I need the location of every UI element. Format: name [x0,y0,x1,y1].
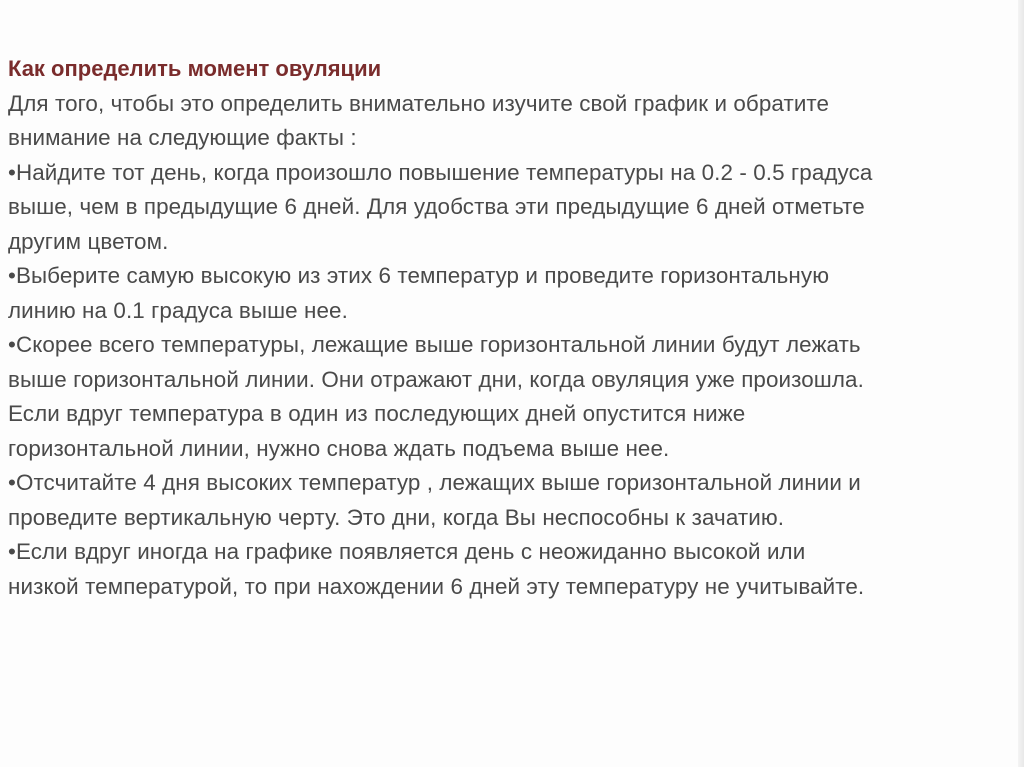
text-line: выше, чем в предыдущие 6 дней. Для удобства эти предыдущие 6 дней отметьте [8,194,865,219]
text-line: линию на 0.1 градуса выше нее. [8,297,348,323]
bullet-line: •Скорее всего температуры, лежащие выше горизонтальной линии будут лежать [8,332,861,357]
slide-body [8,87,1008,605]
bullet-line: •Если вдруг иногда на графике появляется день с неожиданно высокой или [8,539,806,564]
slide-title: Как определить момент овуляции [8,56,382,81]
text-line: другим цветом. [8,228,169,254]
slide-edge [1018,0,1024,767]
text-line: Для того, чтобы это определить внимательно изучите свой график и обратите [8,90,830,116]
text-line: горизонтальной линии, нужно снова ждать подъема выше нее. [8,435,670,461]
text-line: Если вдруг температура в один из последующих дней опустится ниже [8,401,746,426]
text-line: низкой температурой, то при нахождении 6 дней эту температуру не учитывайте. [8,573,865,599]
text-line: проведите вертикальную черту. Это дни, когда Вы неспособны к зачатию. [8,504,785,530]
bullet-line: •Найдите тот день, когда произошло повышение температуры на 0.2 - 0.5 градуса [8,159,873,185]
slide-content [8,52,1008,604]
bullet-line: •Отсчитайте 4 дня высоких температур , лежащих выше горизонтальной линии и [8,470,861,495]
text-line: выше горизонтальной линии. Они отражают дни, когда овуляция уже произошла. [8,366,864,392]
bullet-line: •Выберите самую высокую из этих 6 температур и проведите горизонтальную [8,263,830,288]
text-line: внимание на следующие факты : [8,125,357,150]
